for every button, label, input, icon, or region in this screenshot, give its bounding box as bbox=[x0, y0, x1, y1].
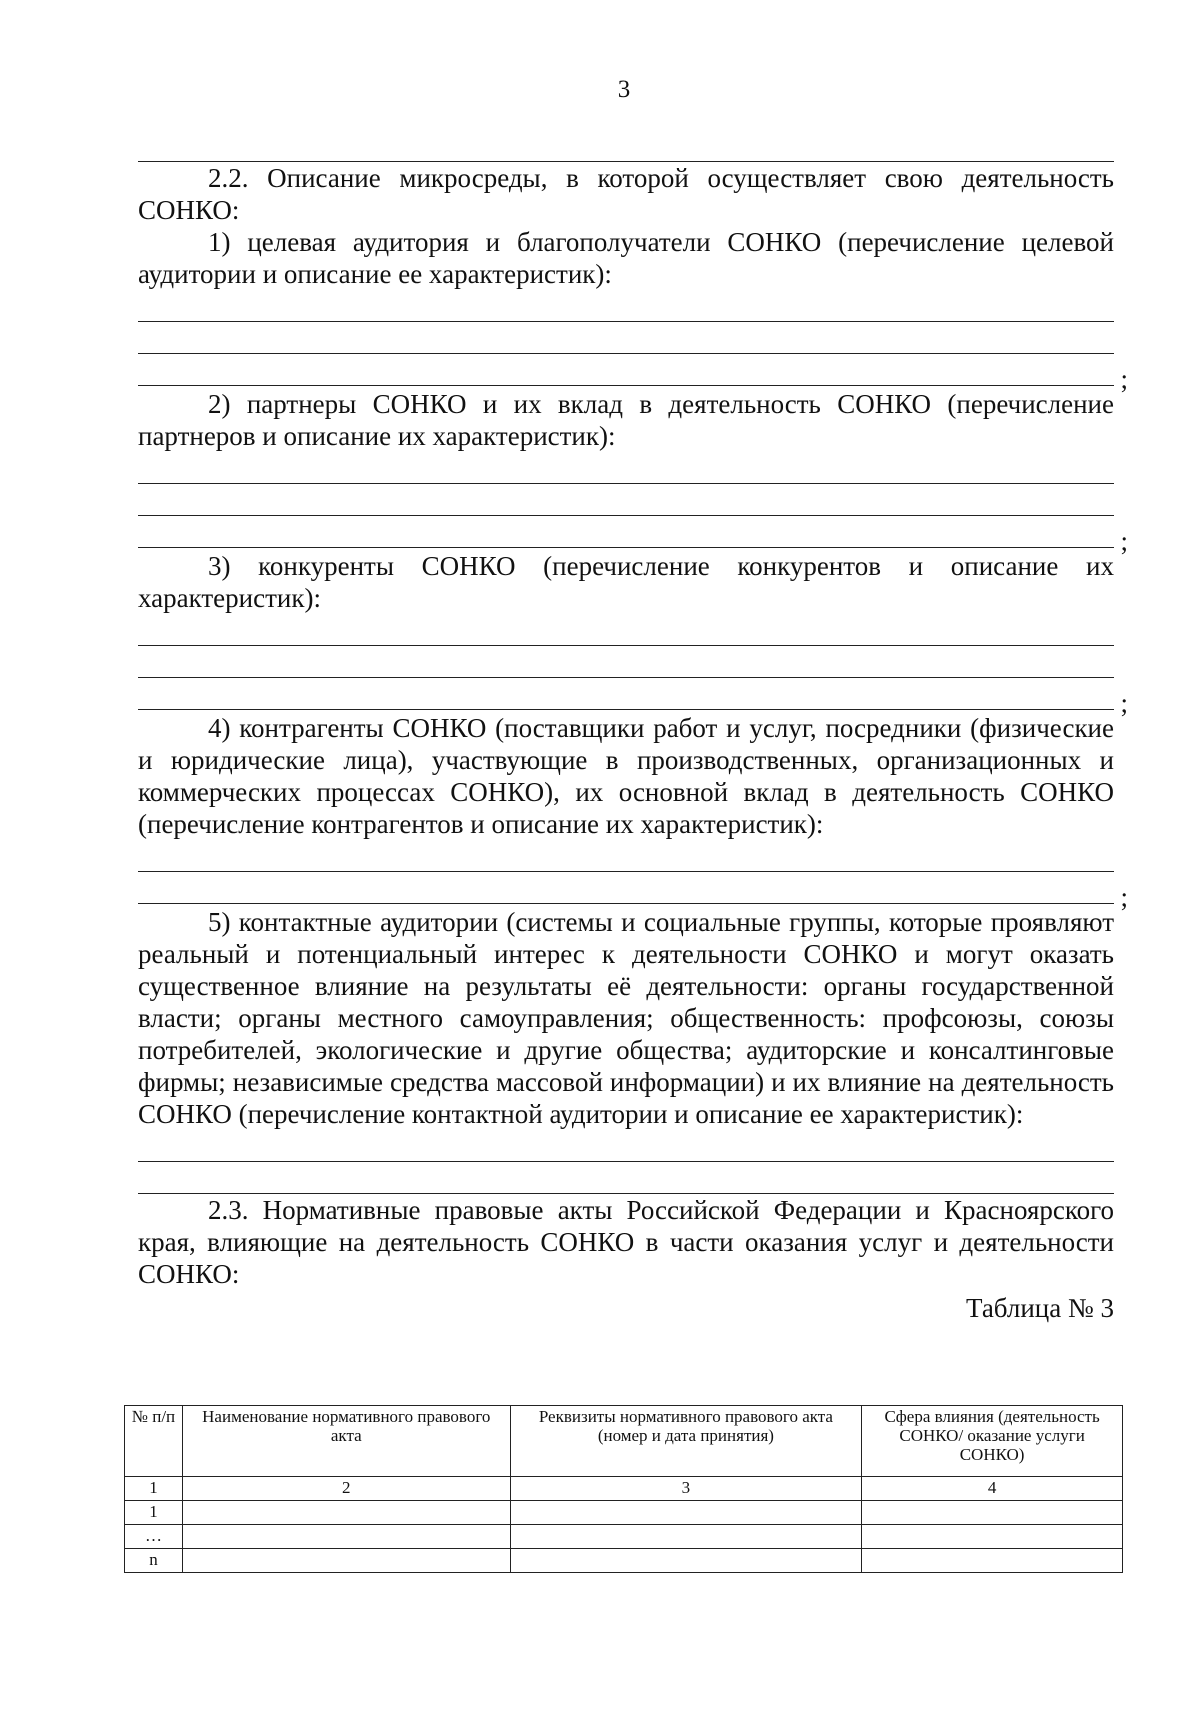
blank-line bbox=[138, 614, 1114, 646]
table-cell bbox=[862, 1549, 1123, 1573]
blank-line bbox=[138, 1130, 1114, 1162]
page-number: 3 bbox=[617, 76, 631, 103]
blank-line bbox=[138, 130, 1114, 162]
table-row bbox=[125, 1477, 1123, 1501]
table-cell: 4 bbox=[862, 1477, 1123, 1501]
blank-line bbox=[138, 484, 1114, 516]
item-2-partners: 2) партнеры СОНКО и их вклад в деятельность СОНКО (перечисление партнеров и описание их характеристик): bbox=[138, 389, 1114, 451]
table-cell bbox=[510, 1549, 862, 1573]
table-cell bbox=[510, 1525, 862, 1549]
table-cell bbox=[182, 1501, 510, 1525]
item-1-target-audience: 1) целевая аудитория и благополучатели СОНКО (перечисление целевой аудитории и описание ее характеристик): bbox=[138, 227, 1114, 289]
item-4-contractors: 4) контрагенты СОНКО (поставщики работ и услуг, посредники (физические и юридические лица), участвующие в производственных, организационных и коммерческих процессах СОНКО), их основной вклад в деятельность СОНКО (перечисление контрагентов и описание их характеристик): bbox=[138, 713, 1114, 839]
item-3-competitors: 3) конкуренты СОНКО (перечисление конкурентов и описание их характеристик): bbox=[138, 551, 1114, 613]
table-cell bbox=[182, 1525, 510, 1549]
item-5-contact-audiences: 5) контактные аудитории (системы и социальные группы, которые проявляют реальный и потенциальный интерес к деятельности СОНКО и могут оказать существенное влияние на результаты её деятельности: органы государственной власти; органы местного самоуправления; общественность: профсоюзы, союзы потребителей, экологические и другие общества; аудиторские и консалтинговые фирмы; независимые средства массовой информации) и их влияние на деятельность СОНКО (перечисление контактной аудитории и описание ее характеристик): bbox=[138, 907, 1114, 1129]
table-cell: … bbox=[125, 1525, 183, 1549]
table-cell: 1 bbox=[125, 1501, 183, 1525]
header-influence-scope: Сфера влияния (деятельность СОНКО/ оказание услуги СОНКО) bbox=[862, 1406, 1123, 1477]
header-act-details: Реквизиты нормативного правового акта (номер и дата принятия) bbox=[510, 1406, 862, 1477]
blank-line bbox=[138, 322, 1114, 354]
table-cell bbox=[862, 1525, 1123, 1549]
blank-line bbox=[138, 354, 1114, 386]
header-act-name: Наименование нормативного правового акта bbox=[182, 1406, 510, 1477]
table-cell: 2 bbox=[182, 1477, 510, 1501]
blank-line bbox=[138, 452, 1114, 484]
table-row bbox=[125, 1525, 1123, 1549]
table-row bbox=[125, 1501, 1123, 1525]
table-cell bbox=[510, 1501, 862, 1525]
header-number: № п/п bbox=[125, 1406, 183, 1477]
table-cell: n bbox=[125, 1549, 183, 1573]
table-cell: 1 bbox=[125, 1477, 183, 1501]
blank-line bbox=[138, 678, 1114, 710]
table-row bbox=[125, 1549, 1123, 1573]
table-cell bbox=[182, 1549, 510, 1573]
document-body bbox=[138, 130, 1114, 1324]
blank-line bbox=[138, 290, 1114, 322]
blank-line bbox=[138, 840, 1114, 872]
blank-line bbox=[138, 872, 1114, 904]
table-caption: Таблица № 3 bbox=[966, 1293, 1114, 1323]
table-cell bbox=[862, 1501, 1123, 1525]
section-2-3-title: 2.3. Нормативные правовые акты Российской Федерации и Красноярского края, влияющие на деятельность СОНКО в части оказания услуг и деятельности СОНКО: bbox=[138, 1195, 1114, 1289]
blank-line bbox=[138, 1162, 1114, 1194]
table-cell: 3 bbox=[510, 1477, 862, 1501]
section-2-2-title: 2.2. Описание микросреды, в которой осуществляет свою деятельность СОНКО: bbox=[138, 163, 1114, 225]
regulatory-acts-table bbox=[124, 1405, 1123, 1573]
blank-line bbox=[138, 516, 1114, 548]
blank-line bbox=[138, 646, 1114, 678]
